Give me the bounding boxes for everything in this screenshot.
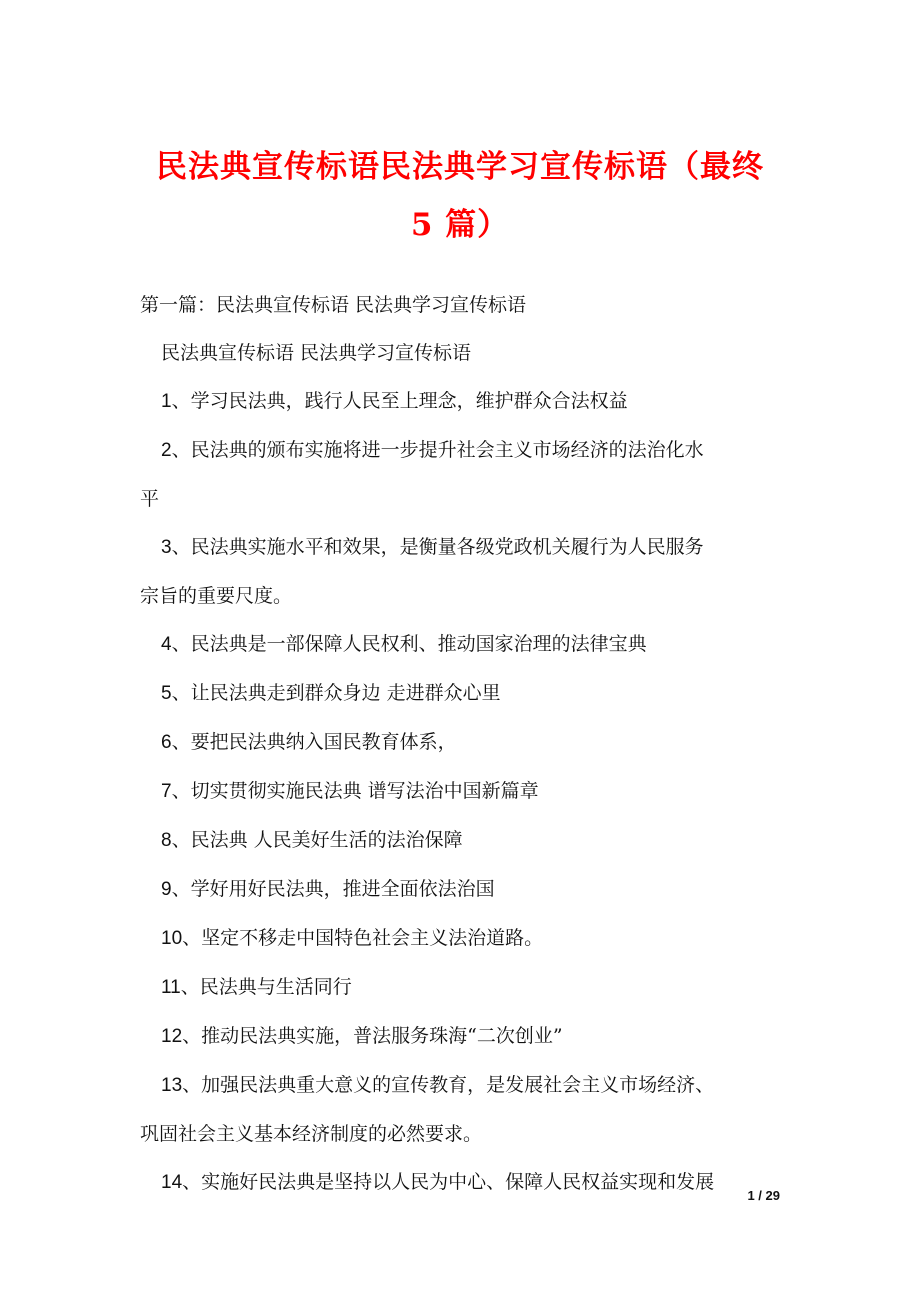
item-text: 、民法典与生活同行 [180,976,352,998]
item-number: 2 [161,440,172,461]
list-item-2-continuation: 平 [140,488,160,510]
item-number: 7 [161,781,172,802]
item-number: 3 [161,537,172,558]
item-text: 、切实贯彻实施民法典 谱写法治中国新篇章 [171,780,539,802]
item-number: 14 [161,1172,183,1193]
item-number: 10 [161,928,183,949]
list-item-9 [140,865,780,914]
item-text: 、民法典 人民美好生活的法治保障 [171,829,463,851]
title-line-2: 5 篇） [410,207,510,243]
list-item-10 [140,914,780,963]
list-item-7 [140,767,780,816]
item-text-line-1: 、加强民法典重大意义的宣传教育，是发展社会主义市场经济、 [182,1074,715,1096]
item-text: 、民法典是一部保障人民权利、推动国家治理的法律宝典 [171,633,647,655]
item-number: 12 [161,1026,183,1047]
list-item-13-continuation: 巩固社会主义基本经济制度的必然要求。 [140,1123,483,1145]
item-number: 11 [161,977,181,998]
item-number: 8 [161,830,172,851]
item-number: 4 [161,634,172,655]
list-item-1 [140,377,780,426]
item-text: 、学好用好民法典，推进全面依法治国 [171,878,495,900]
item-text: 、实施好民法典是坚持以人民为中心、保障人民权益实现和发展 [182,1171,715,1193]
subheading: 民法典宣传标语 民法典学习宣传标语 [161,342,472,364]
list-item-4 [140,620,780,669]
chapter-heading: 第一篇：民法典宣传标语 民法典学习宣传标语 [140,294,527,316]
list-item-3-continuation: 宗旨的重要尺度。 [140,585,293,607]
document-body [140,281,780,1207]
list-item-12 [140,1012,780,1061]
document-title [140,138,780,254]
item-text: 、要把民法典纳入国民教育体系， [171,731,457,753]
list-item-6 [140,718,780,767]
item-text: 、让民法典走到群众身边 走进群众心里 [171,682,501,704]
page-indicator: 1 / 29 [747,1188,780,1203]
item-number: 5 [161,683,172,704]
list-item-11 [140,963,780,1012]
item-number: 13 [161,1075,183,1096]
item-text: 、坚定不移走中国特色社会主义法治道路。 [182,927,544,949]
item-number: 6 [161,732,172,753]
title-line-1: 民法典宣传标语民法典学习宣传标语（最终 [156,149,764,185]
list-item-5 [140,669,780,718]
list-item-2 [140,426,780,475]
item-number: 9 [161,879,172,900]
list-item-8 [140,816,780,865]
list-item-13 [140,1061,780,1110]
list-item-3 [140,523,780,572]
item-text: 、推动民法典实施，普法服务珠海“二次创业” [182,1025,563,1047]
list-item-14 [140,1158,780,1207]
item-text-line-1: 、民法典的颁布实施将进一步提升社会主义市场经济的法治化水 [171,439,704,461]
item-number: 1 [161,391,172,412]
item-text-line-1: 、民法典实施水平和效果，是衡量各级党政机关履行为人民服务 [171,536,704,558]
item-text: 、学习民法典，践行人民至上理念，维护群众合法权益 [171,390,628,412]
